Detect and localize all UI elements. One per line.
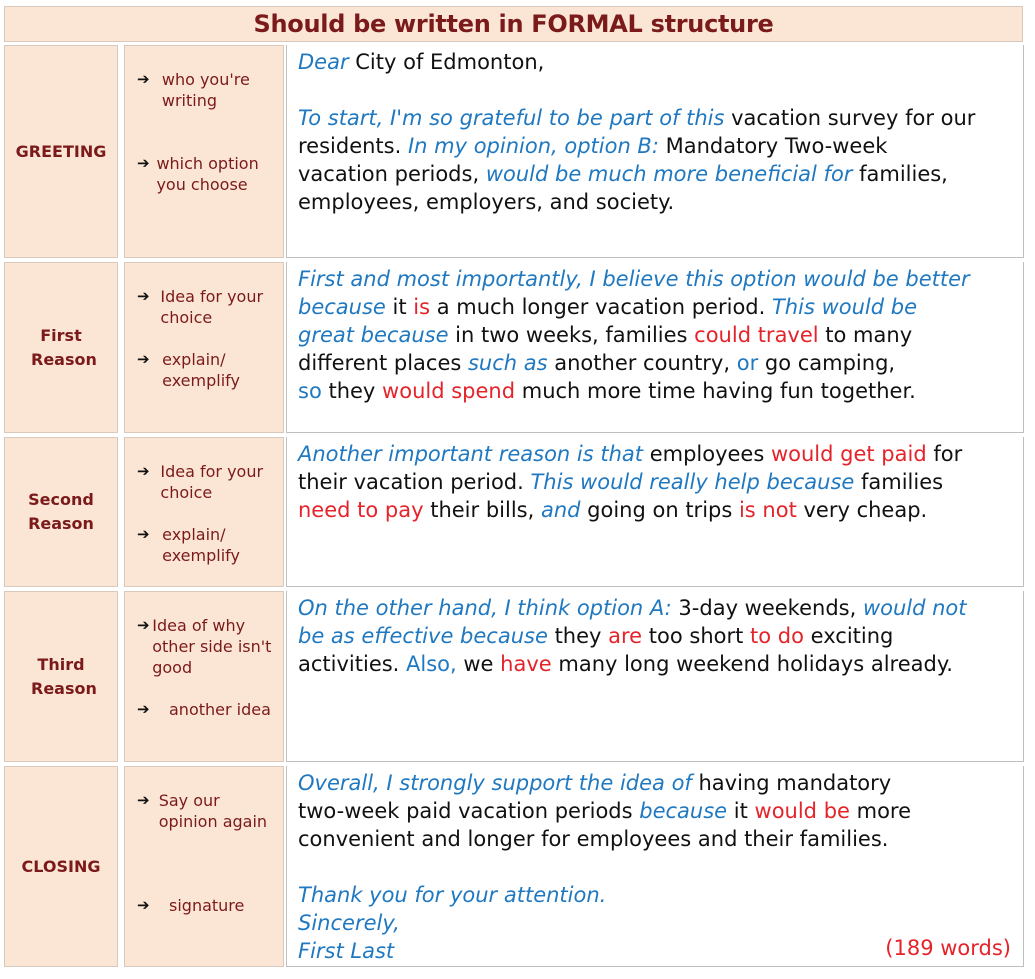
text-run: have (500, 652, 552, 676)
row-greeting (4, 45, 1024, 258)
text-run: we (456, 652, 501, 676)
arrow-icon: ➔ (137, 700, 150, 718)
text-run: are (608, 624, 643, 648)
text-run: activities. (298, 652, 407, 676)
text-run: convenient and longer for employees and their families. (298, 827, 889, 851)
arrow-icon: ➔ (137, 70, 150, 88)
row-closing (4, 766, 1024, 967)
text-run: vacation survey for our (724, 106, 976, 130)
text-run: very cheap. (796, 498, 928, 522)
text-run: Overall, I strongly support the idea of (298, 771, 692, 795)
hints-second-reason (124, 437, 284, 587)
section-label-third-reason: Third Reason (4, 591, 118, 762)
letter-third-reason (286, 591, 1024, 762)
text-run: would spend (382, 379, 516, 403)
hint-item: ➔ which option you choose (137, 154, 259, 194)
hints-third-reason (124, 591, 284, 762)
text-run: would be much more beneficial for (485, 162, 853, 186)
letter-line (298, 293, 917, 321)
text-run: it (385, 295, 414, 319)
letter-first-reason (286, 262, 1024, 433)
text-run: because (298, 295, 386, 319)
arrow-icon: ➔ (137, 616, 150, 634)
text-run: employees (643, 442, 771, 466)
text-run: it (727, 799, 755, 823)
text-run: Sincerely, (298, 911, 400, 935)
hint-item: ➔ Say our opinion again (137, 791, 268, 831)
letter-line (298, 937, 394, 965)
letter-line (298, 881, 606, 909)
section-label-closing: CLOSING (4, 766, 118, 967)
letter-line (298, 321, 912, 349)
letter-line (298, 132, 887, 160)
text-run: is not (738, 498, 797, 522)
hint-item: ➔ Idea of why other side isn't good (137, 616, 272, 677)
row-second-reason (4, 437, 1024, 587)
letter-line (298, 622, 893, 650)
text-run: is (413, 295, 431, 319)
text-run: going on trips (580, 498, 739, 522)
page-title: Should be written in FORMAL structure (253, 10, 774, 38)
text-run: be as effective because (298, 624, 548, 648)
text-run: another country, (547, 351, 737, 375)
text-run: they (547, 624, 609, 648)
text-run: many long weekend holidays already. (551, 652, 953, 676)
letter-line (298, 825, 888, 853)
text-run: would get paid (770, 442, 927, 466)
hint-item: ➔ Idea for your choice (137, 287, 264, 327)
section-label-second-reason: Second Reason (4, 437, 118, 587)
letter-line (298, 160, 948, 188)
text-run: Mandatory Two-week (658, 134, 888, 158)
text-run: their vacation period. (298, 470, 531, 494)
text-run: different places (298, 351, 468, 375)
text-run: families (854, 470, 944, 494)
arrow-icon: ➔ (137, 525, 150, 543)
text-run: vacation periods, (298, 162, 486, 186)
letter-line (298, 496, 927, 524)
text-run: Also, (406, 652, 457, 676)
text-run: go camping, (758, 351, 896, 375)
text-run: too short (642, 624, 751, 648)
text-run: 3-day weekends, (671, 596, 863, 620)
letter-line (298, 440, 962, 468)
text-run: to many (818, 323, 913, 347)
text-run: such as (467, 351, 548, 375)
letter-line (298, 104, 975, 132)
text-run: their bills, (423, 498, 541, 522)
letter-line (298, 909, 400, 937)
text-run: because (639, 799, 728, 823)
letter-line (298, 650, 953, 678)
letter-line (298, 349, 895, 377)
text-run: great because (298, 323, 449, 347)
text-run: two-week paid vacation periods (298, 799, 640, 823)
text-run: much more time having fun together. (515, 379, 916, 403)
text-run: Another important reason is that (298, 442, 644, 466)
letter-line (298, 468, 943, 496)
letter-line (298, 377, 916, 405)
text-run: so (298, 379, 322, 403)
text-run: need to pay (298, 498, 424, 522)
letter-line (298, 265, 970, 293)
text-run: and (540, 498, 581, 522)
row-first-reason (4, 262, 1024, 433)
text-run: Dear (298, 50, 349, 74)
arrow-icon: ➔ (137, 350, 150, 368)
text-run: families, (852, 162, 948, 186)
letter-second-reason (286, 437, 1024, 587)
text-run: This would really help because (530, 470, 855, 494)
text-run: First and most importantly, I believe this option would be better (298, 267, 970, 291)
text-run: they (321, 379, 383, 403)
text-run: residents. (298, 134, 408, 158)
arrow-icon: ➔ (137, 287, 150, 305)
text-run: having mandatory (691, 771, 892, 795)
letter-greeting (286, 45, 1024, 258)
arrow-icon: ➔ (137, 791, 150, 809)
word-count: (189 words) (885, 936, 1011, 960)
hints-greeting (124, 45, 284, 258)
text-run: To start, I'm so grateful to be part of this (298, 106, 725, 130)
section-label-greeting: GREETING (4, 45, 118, 258)
letter-closing (286, 766, 1024, 967)
arrow-icon: ➔ (137, 896, 150, 914)
text-run: In my opinion, option B: (407, 134, 659, 158)
text-run: City of Edmonton, (348, 50, 545, 74)
arrow-icon: ➔ (137, 462, 150, 480)
title-bar (4, 6, 1023, 42)
text-run: employees, employers, and society. (298, 190, 675, 214)
text-run: On the other hand, I think option A: (298, 596, 672, 620)
text-run: in two weeks, families (448, 323, 695, 347)
hints-closing (124, 766, 284, 967)
text-run: Thank you for your attention. (298, 883, 607, 907)
text-run: First Last (298, 939, 395, 963)
text-run: to do (750, 624, 804, 648)
hint-item: ➔ signature (137, 896, 245, 915)
hint-item: ➔ explain/ exemplify (137, 350, 240, 390)
text-run: could travel (694, 323, 819, 347)
text-run: This would be (771, 295, 917, 319)
text-run: for (926, 442, 963, 466)
hints-first-reason (124, 262, 284, 433)
hint-item: ➔ explain/ exemplify (137, 525, 240, 565)
text-run: would not (862, 596, 967, 620)
letter-line (298, 594, 967, 622)
letter-line (298, 797, 911, 825)
row-third-reason (4, 591, 1024, 762)
text-run: more (849, 799, 912, 823)
hint-item: ➔ Idea for your choice (137, 462, 264, 502)
text-run: exciting (803, 624, 894, 648)
letter-line (298, 188, 674, 216)
arrow-icon: ➔ (137, 154, 150, 172)
letter-line (298, 769, 891, 797)
text-run: or (736, 351, 759, 375)
hint-item: ➔ who you're writing (137, 70, 250, 110)
section-label-first-reason: First Reason (4, 262, 118, 433)
letter-line (298, 48, 544, 76)
text-run: a much longer vacation period. (430, 295, 772, 319)
hint-item: ➔ another idea (137, 700, 271, 719)
text-run: would be (754, 799, 850, 823)
